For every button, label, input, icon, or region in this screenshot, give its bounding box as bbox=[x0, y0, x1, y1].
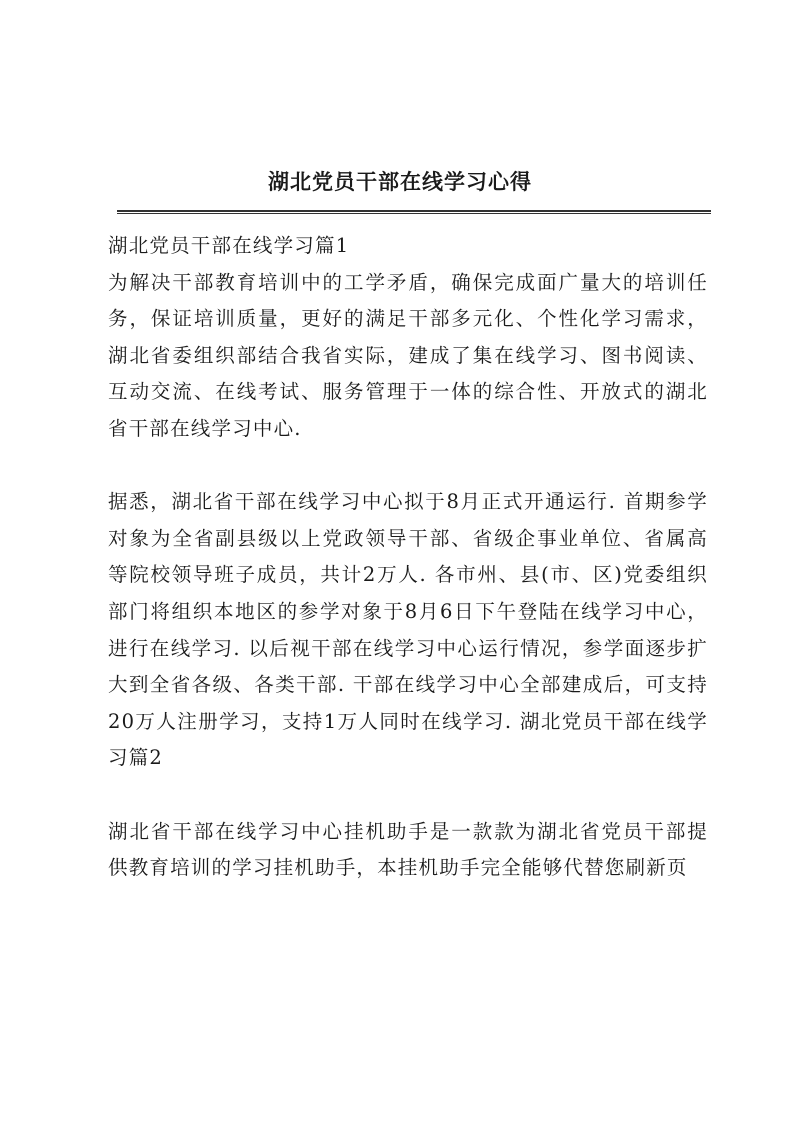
paragraph-spacer bbox=[108, 777, 708, 814]
paragraph-spacer bbox=[108, 448, 708, 485]
section-heading: 湖北党员干部在线学习篇1 bbox=[108, 234, 350, 257]
document-body bbox=[108, 228, 708, 887]
page-title: 湖北党员干部在线学习心得 bbox=[268, 169, 532, 194]
title-divider bbox=[117, 210, 711, 214]
body-paragraph-1: 为解决干部教育培训中的工学矛盾，确保完成面广量大的培训任务，保证培训质量，更好的满足干部多元化、个性化学习需求，湖北省委组织部结合我省实际，建成了集在线学习、图书阅读、互动交流、在线考试、服务管理于一体的综合性、开放式的湖北省干部在线学习中心. bbox=[108, 270, 708, 440]
body-paragraph-2: 据悉，湖北省干部在线学习中心拟于8月正式开通运行. 首期参学对象为全省副县级以上党政领导干部、省级企事业单位、省属高等院校领导班子成员，共计2万人. 各市州、县(市、区)党委组织部门将组织本地区的参学对象于8月6日下午登陆在线学习中心，进行在线学习. 以后视干部在线学习中心运行情况，参学面逐步扩大到全省各级、各类干部. 干部在线学习中心全部建成后，可支持20万人注册学习，支持1万人同时在线学习. 湖北党员干部在线学习篇2 bbox=[108, 490, 708, 770]
body-paragraph-3: 湖北省干部在线学习中心挂机助手是一款款为湖北省党员干部提供教育培训的学习挂机助手，本挂机助手完全能够代替您刷新页 bbox=[108, 819, 708, 880]
